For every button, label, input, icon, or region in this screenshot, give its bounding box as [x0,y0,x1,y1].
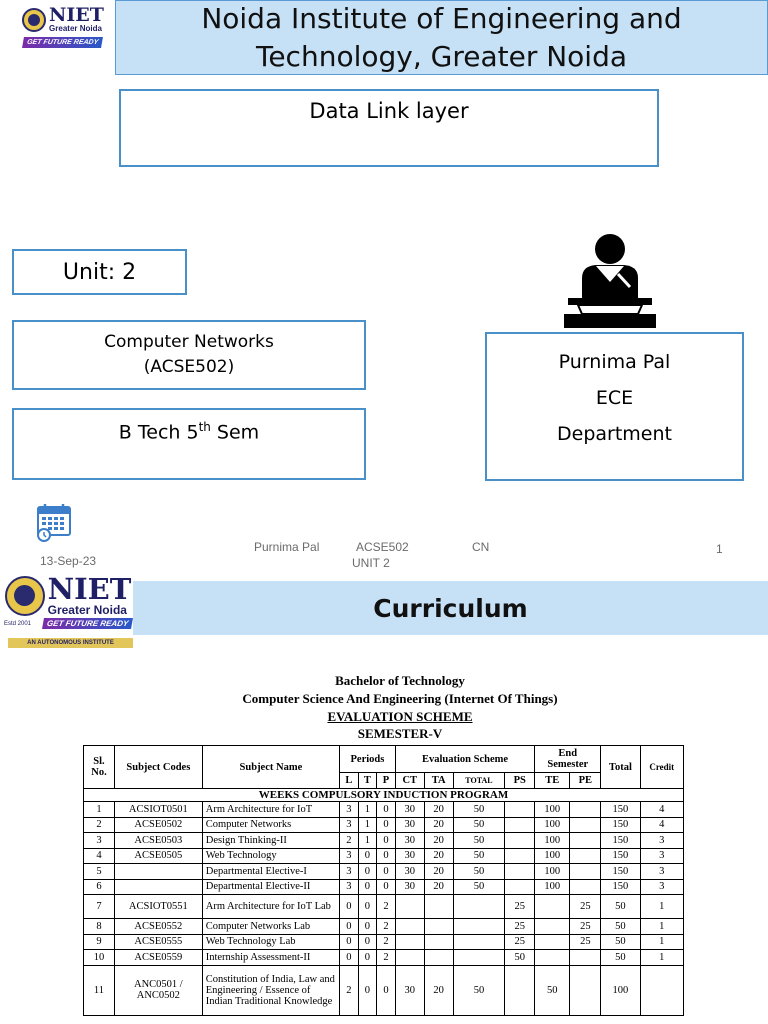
unit-box [12,249,187,295]
table-cell [424,950,453,966]
sub-header-cell: TOTAL [453,773,505,789]
table-cell: 2 [377,895,396,919]
table-row [84,950,684,966]
logo-brand: NIET [49,4,104,26]
table-cell: 150 [601,802,640,818]
table-row [84,802,684,818]
table-cell: 20 [424,817,453,833]
table-cell: 0 [377,864,396,880]
table-cell: 5 [84,864,115,880]
table-cell [640,965,683,1015]
faculty-dept: ECE [595,387,634,409]
logo-tagline: GET FUTURE READY [42,618,133,629]
table-cell [424,895,453,919]
table-cell: 0 [358,965,377,1015]
table-cell: 50 [601,895,640,919]
logo-brand: NIET [47,573,132,606]
table-cell: 0 [377,965,396,1015]
curriculum-slide [0,573,768,1024]
table-cell: 150 [601,833,640,849]
col-periods: Periods [340,746,396,773]
table-cell [505,848,535,864]
table-cell: 1 [358,833,377,849]
table-cell [535,895,570,919]
curriculum-heading: Curriculum [373,593,528,623]
course-name: Computer Networks [104,332,274,352]
table-cell: Web Technology Lab [202,934,339,950]
table-cell [395,934,424,950]
table-cell: 50 [453,802,505,818]
table-cell: 100 [535,879,570,895]
table-cell: 25 [505,895,535,919]
table-cell [505,965,535,1015]
table-cell: 20 [424,864,453,880]
logo-estd: Estd 2001 [4,620,32,627]
table-cell: 0 [377,817,396,833]
table-cell: ACSE0502 [114,817,202,833]
table-cell: 2 [84,817,115,833]
semester-title: SEMESTER-V [357,726,443,741]
table-cell: 1 [640,895,683,919]
table-cell: 20 [424,848,453,864]
table-cell: 100 [535,864,570,880]
table-row [84,919,684,935]
topic-box [119,89,659,167]
table-cell: 1 [640,950,683,966]
col-credit: Credit [640,746,683,789]
sub-header-cell: TE [535,773,570,789]
table-cell: 3 [340,848,359,864]
table-row [84,833,684,849]
table-cell [453,950,505,966]
program-title: Computer Science And Engineering (Internet Of Things) [242,691,558,706]
induction-program-row: WEEKS COMPULSORY INDUCTION PROGRAM [84,789,684,802]
table-cell: 2 [340,833,359,849]
table-cell: 9 [84,934,115,950]
topic-title: Data Link layer [309,99,469,123]
table-row [84,864,684,880]
table-cell: 50 [453,817,505,833]
curriculum-header-bar [133,581,768,635]
table-row [84,879,684,895]
table-cell: 4 [84,848,115,864]
table-cell: ACSIOT0551 [114,895,202,919]
table-cell: 0 [377,802,396,818]
niet-logo [20,6,106,48]
footer-code: ACSE502 [356,540,409,554]
table-cell: 30 [395,817,424,833]
sub-header-cell: PS [505,773,535,789]
table-cell: 25 [570,919,601,935]
table-cell: 30 [395,802,424,818]
table-cell [505,879,535,895]
table-cell: 0 [340,934,359,950]
table-cell: 20 [424,879,453,895]
col-subject-name: Subject Name [202,746,339,789]
table-cell: ACSE0555 [114,934,202,950]
table-cell [505,817,535,833]
table-cell: 150 [601,879,640,895]
table-cell: 7 [84,895,115,919]
table-cell: Design Thinking-II [202,833,339,849]
sub-header-cell: PE [570,773,601,789]
table-cell [114,864,202,880]
sub-header-cell: TA [424,773,453,789]
evaluation-scheme-table [83,745,684,1016]
calendar-icon [36,502,74,542]
table-cell: 30 [395,864,424,880]
table-cell: ACSE0559 [114,950,202,966]
sub-header-cell: CT [395,773,424,789]
table-cell: 30 [395,848,424,864]
footer-subject: CN [472,540,490,554]
table-cell [505,802,535,818]
faculty-name: Purnima Pal [558,351,671,373]
institute-title: Noida Institute of Engineering and Technology, Greater Noida [201,1,682,73]
table-cell [570,833,601,849]
table-cell: 30 [395,833,424,849]
table-cell: 30 [395,879,424,895]
table-row [84,848,684,864]
unit-label: Unit: 2 [62,259,137,285]
table-row [84,934,684,950]
table-cell: 3 [640,864,683,880]
table-cell: 0 [340,895,359,919]
table-cell: 50 [601,950,640,966]
speaker-at-podium-icon [560,232,660,330]
col-evaluation-scheme: Evaluation Scheme [395,746,534,773]
table-cell [570,817,601,833]
table-cell: 0 [358,919,377,935]
footer-author: Purnima Pal [254,540,320,554]
table-cell [535,934,570,950]
table-cell [424,919,453,935]
course-box [12,320,366,390]
niet-logo-large [2,575,134,629]
col-end-semester: End Semester [535,746,601,773]
table-cell: Arm Architecture for IoT Lab [202,895,339,919]
table-cell [535,950,570,966]
table-cell: 6 [84,879,115,895]
table-cell: 50 [453,848,505,864]
table-cell: 50 [535,965,570,1015]
table-cell: 50 [601,934,640,950]
table-cell: ACSE0505 [114,848,202,864]
institute-title-bar [115,0,768,75]
table-cell: 3 [84,833,115,849]
table-cell [395,919,424,935]
table-cell [570,950,601,966]
table-cell: 150 [601,848,640,864]
logo-tagline: GET FUTURE READY [22,37,103,48]
table-cell: 0 [340,950,359,966]
footer-unit: UNIT 2 [352,556,390,570]
col-subject-codes: Subject Codes [114,746,202,789]
course-code: (ACSE502) [143,357,235,377]
autonomous-banner: AN AUTONOMOUS INSTITUTE [8,638,133,648]
table-cell: 20 [424,802,453,818]
table-cell: 2 [377,950,396,966]
col-sl-no: Sl. No. [84,746,115,789]
table-cell [570,879,601,895]
table-cell: 20 [424,965,453,1015]
table-cell: 3 [640,833,683,849]
table-cell: Constitution of India, Law and Engineering / Essence of Indian Traditional Knowledge [202,965,339,1015]
table-cell: 50 [453,879,505,895]
table-cell: 0 [358,864,377,880]
table-cell: 1 [358,802,377,818]
table-cell: 100 [535,817,570,833]
table-cell: 3 [340,879,359,895]
footer-page-number: 1 [716,542,723,556]
faculty-dept-label: Department [557,423,672,445]
table-cell: 0 [377,879,396,895]
table-cell [453,919,505,935]
table-cell: 150 [601,864,640,880]
table-cell: 100 [535,802,570,818]
table-cell: 0 [358,895,377,919]
table-cell: 25 [505,919,535,935]
table-cell: 50 [601,919,640,935]
logo-city: Greater Noida [47,603,127,617]
table-cell [570,965,601,1015]
table-cell: 30 [395,965,424,1015]
table-cell: 0 [358,950,377,966]
table-cell: 50 [453,864,505,880]
table-cell: 25 [570,895,601,919]
table-cell [535,919,570,935]
table-cell [424,934,453,950]
table-cell: 3 [340,817,359,833]
table-cell: 1 [358,817,377,833]
table-cell: 50 [453,965,505,1015]
table-cell: 50 [453,833,505,849]
table-cell: 2 [340,965,359,1015]
niet-seal-icon [5,576,45,616]
table-cell: 0 [358,879,377,895]
table-cell: 2 [377,934,396,950]
table-cell: 100 [535,848,570,864]
table-cell: 1 [640,934,683,950]
semester-box: B Tech 5th Sem [12,408,366,480]
table-cell: 10 [84,950,115,966]
table-cell: 3 [340,802,359,818]
table-cell [114,879,202,895]
table-cell: ACSE0503 [114,833,202,849]
table-cell: Computer Networks [202,817,339,833]
table-cell [505,864,535,880]
sub-header-cell: L [340,773,359,789]
table-cell: 11 [84,965,115,1015]
logo-city: Greater Noida [49,24,102,33]
table-cell: Departmental Elective-II [202,879,339,895]
evaluation-scheme-title: EVALUATION SCHEME [327,709,473,724]
footer-date: 13-Sep-23 [40,554,97,568]
table-cell: 20 [424,833,453,849]
faculty-box [485,332,744,481]
table-cell [505,833,535,849]
table-cell: Internship Assessment-II [202,950,339,966]
sub-header-cell: T [358,773,377,789]
table-cell: Arm Architecture for IoT [202,802,339,818]
degree-title: Bachelor of Technology [335,673,465,688]
table-cell [570,848,601,864]
table-cell: 100 [601,965,640,1015]
table-cell: 50 [505,950,535,966]
table-cell: 1 [640,919,683,935]
table-cell: ACSE0552 [114,919,202,935]
table-cell: 2 [377,919,396,935]
table-cell [395,950,424,966]
table-cell: 0 [377,848,396,864]
table-cell: 3 [640,879,683,895]
table-cell [395,895,424,919]
table-cell: 0 [358,934,377,950]
table-cell: Departmental Elective-I [202,864,339,880]
table-cell [570,802,601,818]
table-cell: 4 [640,802,683,818]
table-cell: 0 [358,848,377,864]
table-cell: 8 [84,919,115,935]
table-cell: ACSIOT0501 [114,802,202,818]
table-cell: Web Technology [202,848,339,864]
sub-header-cell: P [377,773,396,789]
table-row [84,895,684,919]
table-cell: Computer Networks Lab [202,919,339,935]
table-cell: 4 [640,817,683,833]
table-cell: 25 [505,934,535,950]
table-cell [453,934,505,950]
table-cell: 100 [535,833,570,849]
table-cell: 0 [340,919,359,935]
table-cell: 3 [340,864,359,880]
col-total: Total [601,746,640,789]
table-cell: 1 [84,802,115,818]
table-cell: 3 [640,848,683,864]
table-cell: 25 [570,934,601,950]
table-cell: ANC0501 / ANC0502 [114,965,202,1015]
table-cell [453,895,505,919]
table-row [84,965,684,1015]
table-cell: 150 [601,817,640,833]
table-cell: 0 [377,833,396,849]
table-cell [570,864,601,880]
niet-seal-icon [22,8,46,32]
table-row [84,817,684,833]
